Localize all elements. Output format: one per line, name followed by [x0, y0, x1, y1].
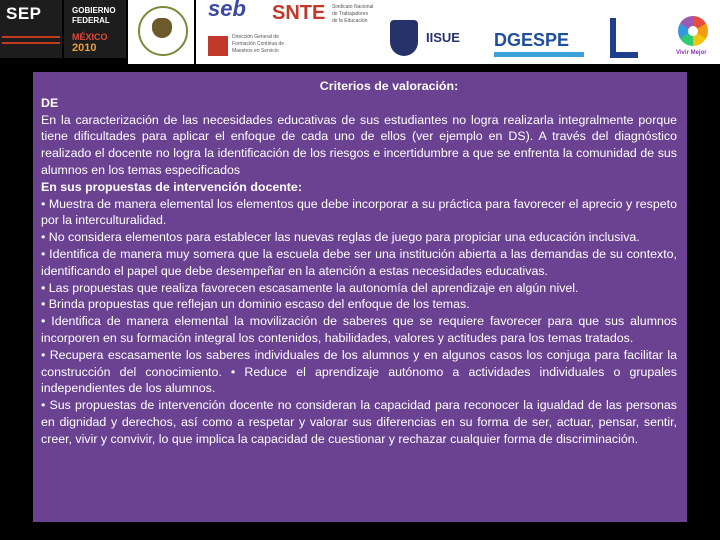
panel-title: Criterios de valoración:	[319, 79, 459, 93]
dgcfms-logo-line: Maestros en Servicio	[232, 48, 279, 54]
dgcfms-logo-text	[232, 34, 284, 55]
bullet-item: • Sus propuestas de intervención docente no consideran la capacidad para reconocer la igualdad de las personas en dignidad y derechos, así como a respetar y valorar sus diferencias en su forma de ser, actuar, pensar, sentir, creer, vivir y convivir, lo que implica la capacidad de cuestionar y rechazar cualquier forma de discriminación.	[41, 398, 677, 446]
snte-logo-text: SNTE	[272, 2, 326, 24]
dgespe-logo-bar	[494, 52, 584, 57]
gobierno-federal-logo	[64, 0, 126, 58]
unam-logo	[384, 18, 424, 62]
bullet-item: • Identifica de manera elemental la movilización de saberes que se requiere favorecer para que sus alumnos incorporen en su formación integral los contenidos, habilidades, valores y actitudes para los temas tratados.	[41, 314, 677, 345]
dgcfms-mark-icon	[208, 36, 228, 56]
vivir-mejor-logo	[668, 14, 718, 62]
gobierno-logo-text	[72, 6, 116, 26]
bullet-item: • Las propuestas que realiza favorecen escasamente la autonomía del aprendizaje en algún nivel.	[41, 280, 579, 295]
de-paragraph: En la caracterización de las necesidades educativas de sus estudiantes no logra realizarla integralmente porque tiene dificultades para aplicar el enfoque de cada uno de ellos (ver ejemplo en DS). A través del diagnóstico realizado el docente no logra la identificación de los riesgos e incertidumbre a que se enfrenta la comunidad de sus alumnos en los temas especificados	[41, 112, 677, 177]
snte-logo-subtitle	[332, 4, 373, 25]
bullet-item: • Identifica de manera muy somera que la escuela debe ser una institución abierta a las demandas de su contexto, identificando el papel que debe desempeñar en la atención a estas necesidades educativas.	[41, 246, 677, 278]
vivir-mejor-text: Vivir Mejor	[676, 50, 707, 56]
section-heading-propuestas: En sus propuestas de intervención docente:	[41, 179, 302, 194]
dgcfms-logo-line: Dirección General de	[232, 34, 279, 40]
sep-logo-text: SEP	[6, 4, 42, 23]
eagle-icon	[152, 18, 172, 38]
upn-mark-icon	[610, 18, 638, 58]
iisue-logo-text: IISUE	[426, 30, 460, 45]
snte-logo	[270, 0, 380, 30]
sep-logo-line	[2, 36, 60, 38]
bullet-item: • No considera elementos para establecer las nuevas reglas de juego para propiciar una educación inclusiva.	[41, 230, 640, 245]
section-heading-de: DE	[41, 95, 59, 110]
mexico-logo-text: MÉXICO	[72, 32, 108, 42]
snte-logo-line: de la Educación	[332, 18, 368, 24]
dgespe-logo-text: DGESPE	[494, 30, 570, 50]
dgespe-logo	[488, 28, 588, 60]
criteria-panel	[33, 72, 687, 522]
gobierno-logo-line: FEDERAL	[72, 16, 110, 25]
gobierno-logo-line: GOBIERNO	[72, 6, 116, 15]
flower-center-icon	[688, 26, 698, 36]
unam-shield-icon	[390, 20, 418, 56]
logo-header	[0, 0, 720, 72]
seb-logo-text: seb	[208, 0, 246, 21]
bullet-item: • Brinda propuestas que reflejan un dominio escaso del enfoque de los temas.	[41, 297, 470, 312]
snte-logo-line: de Trabajadores	[332, 11, 369, 17]
sep-logo	[0, 0, 62, 58]
dgcfms-logo	[206, 32, 290, 62]
upn-logo	[604, 14, 656, 62]
mexico-year-text: 2010	[72, 42, 97, 54]
sep-logo-line	[2, 42, 60, 44]
iisue-logo	[424, 30, 472, 50]
national-seal-logo	[128, 0, 194, 64]
dgcfms-logo-line: Formación Continua de	[232, 41, 284, 47]
bullet-item: • Recupera escasamente los saberes individuales de los alumnos y en algunos casos los conjuga para facilitar la construcción del conocimiento. • Reduce el aprendizaje autónomo a actividades individuales o grupales independientes de los alumnos.	[41, 347, 677, 396]
bullet-item: • Muestra de manera elemental los elementos que debe incorporar a su práctica para favorecer el aprecio y respeto por la interculturalidad.	[41, 196, 677, 228]
snte-logo-line: Sindicato Nacional	[332, 4, 374, 10]
seb-logo	[206, 0, 268, 30]
